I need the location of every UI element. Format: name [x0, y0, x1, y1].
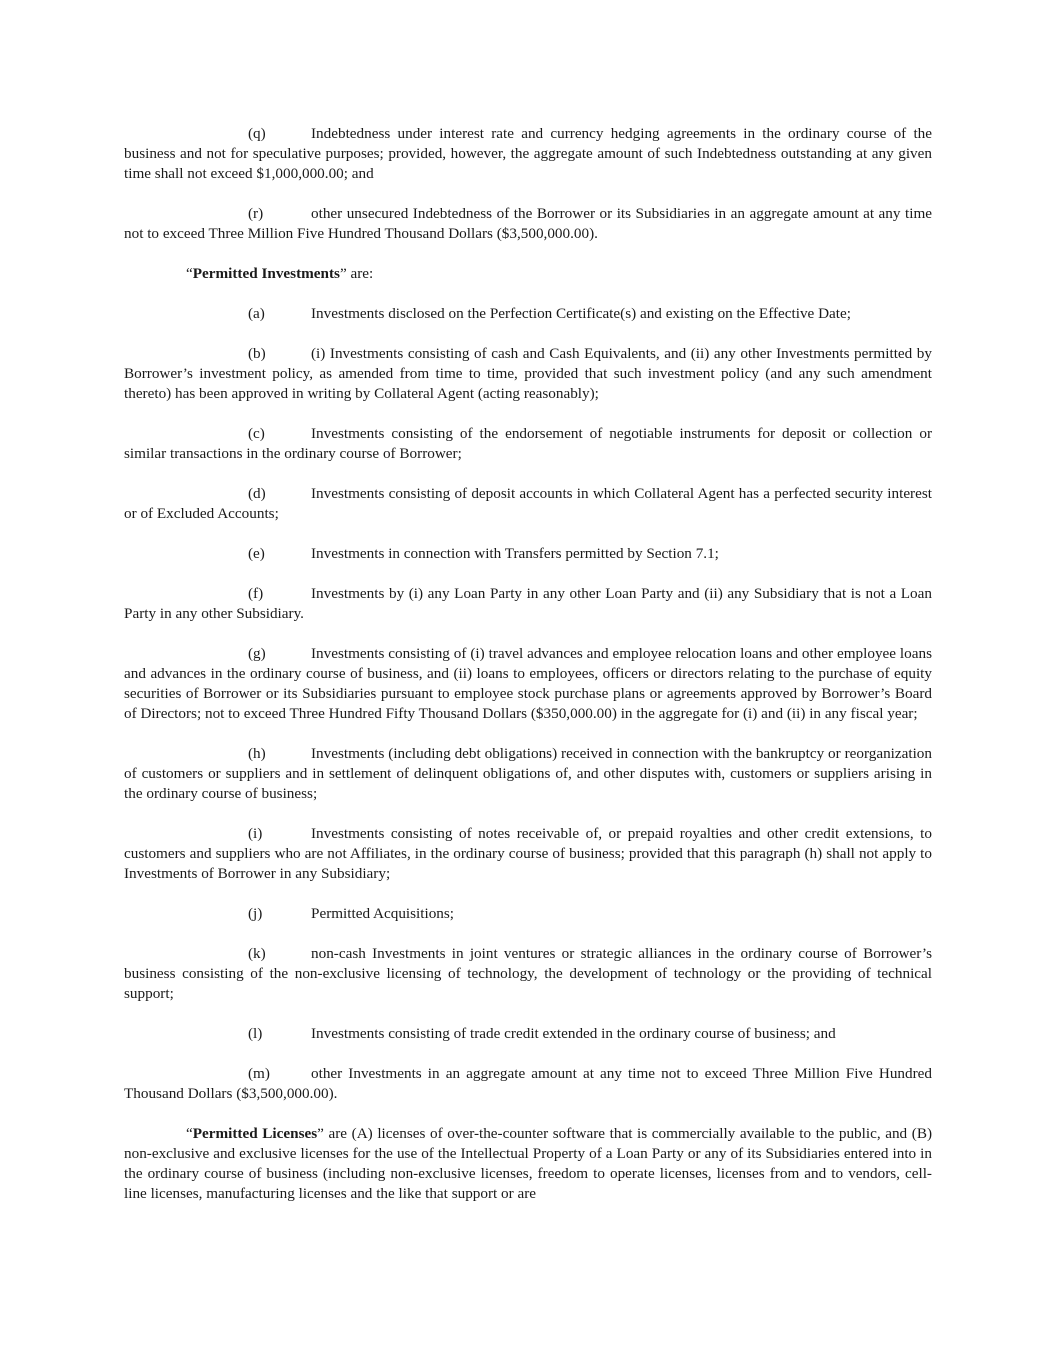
investment-item-g: [124, 644, 932, 724]
item-label: (j): [248, 905, 263, 922]
item-text: (i) Investments consisting of cash and Cash Equivalents, and (ii) any other Investments permitted by Borrower’s investment policy, as amended from time to time, provided that such investment policy (and any such amendment thereto) has been approved in writing by Collateral Agent (acting reasonably);: [124, 345, 932, 402]
item-label: (h): [248, 745, 266, 762]
item-text: Permitted Acquisitions;: [311, 905, 455, 922]
item-label: (q): [248, 125, 266, 142]
definition-text: ” are (A) licenses of over-the-counter software that is commercially available to the public, and (B) non-exclusive and exclusive licenses for the use of the Intellectual Property of a Loan Party or any of its Subsidiaries entered into in the ordinary course of business (including non-exclusive licenses, freedom to operate licenses, licenses from and to vendors, cell-line licenses, manufacturing licenses and the like that support or are: [124, 1125, 933, 1202]
investment-item-l: [124, 1024, 932, 1044]
item-text: Investments consisting of trade credit extended in the ordinary course of business; and: [311, 1025, 836, 1042]
permitted-licenses-definition: “Permitted Licenses” are (A) licenses of over-the-counter software that is commercially available to the public, and (B) non-exclusive and exclusive licenses for the use of the Intellectual Property of a Loan Party or any of its Subsidiaries entered into in the ordinary course of business (including non-exclusive licenses, freedom to operate licenses, licenses from and to vendors, cell-line licenses, manufacturing licenses and the like that support or are: [124, 1125, 933, 1202]
item-label: (m): [248, 1065, 270, 1082]
item-text: Investments consisting of the endorsement of negotiable instruments for deposit or collection or similar transactions in the ordinary course of Borrower;: [124, 425, 932, 462]
permitted-investments-heading: “Permitted Investments” are:: [186, 265, 374, 282]
item-text: Investments (including debt obligations) received in connection with the bankruptcy or reorganization of customers or suppliers and in settlement of delinquent obligations of, and other disputes with, customers or suppliers arising in the ordinary course of business;: [124, 745, 932, 802]
document-page: [124, 124, 932, 1224]
item-label: (e): [248, 545, 265, 562]
item-label: (c): [248, 425, 265, 442]
defined-term: Permitted Licenses: [192, 1125, 318, 1142]
item-label: (i): [248, 825, 263, 842]
investment-item-c: [124, 424, 932, 464]
item-text: other unsecured Indebtedness of the Borrower or its Subsidiaries in an aggregate amount at any time not to exceed Three Million Five Hundred Thousand Dollars ($3,500,000.00).: [124, 205, 932, 242]
investment-item-f: [124, 584, 932, 624]
item-text: Investments by (i) any Loan Party in any other Loan Party and (ii) any Subsidiary that is not a Loan Party in any other Subsidiary.: [124, 585, 932, 622]
item-label: (l): [248, 1025, 263, 1042]
indebtedness-item-r: [124, 204, 932, 244]
investment-item-b: [124, 344, 932, 404]
item-text: Indebtedness under interest rate and currency hedging agreements in the ordinary course of the business and not for speculative purposes; provided, however, the aggregate amount of such Indebtedness outstanding at any given time shall not exceed $1,000,000.00; and: [124, 125, 932, 182]
item-text: Investments consisting of notes receivable of, or prepaid royalties and other credit extensions, to customers and suppliers who are not Affiliates, in the ordinary course of business; provided that this paragraph (h) shall not apply to Investments of Borrower in any Subsidiary;: [124, 825, 932, 882]
item-text: Investments consisting of deposit accounts in which Collateral Agent has a perfected security interest or of Excluded Accounts;: [124, 485, 932, 522]
item-text: Investments disclosed on the Perfection Certificate(s) and existing on the Effective Date;: [311, 305, 851, 322]
item-label: (d): [248, 485, 266, 502]
investment-item-i: [124, 824, 932, 884]
investment-item-h: [124, 744, 932, 804]
indebtedness-item-q: [124, 124, 932, 184]
item-label: (k): [248, 945, 266, 962]
item-label: (b): [248, 345, 266, 362]
item-label: (f): [248, 585, 264, 602]
investment-item-e: [124, 544, 932, 564]
item-label: (g): [248, 645, 266, 662]
item-text: other Investments in an aggregate amount at any time not to exceed Three Million Five Hundred Thousand Dollars ($3,500,000.00).: [124, 1065, 932, 1102]
investment-item-j: [124, 904, 932, 924]
investment-item-m: [124, 1064, 932, 1104]
item-text: Investments consisting of (i) travel advances and employee relocation loans and other employee loans and advances in the ordinary course of business, and (ii) loans to employees, officers or directors relating to the purchase of equity securities of Borrower or its Subsidiaries pursuant to employee stock purchase plans or agreements approved by Borrower’s Board of Directors; not to exceed Three Hundred Fifty Thousand Dollars ($350,000.00) in the aggregate for (i) and (ii) in any fiscal year;: [124, 645, 932, 722]
investment-item-d: [124, 484, 932, 524]
defined-term: Permitted Investments: [192, 265, 340, 282]
item-label: (r): [248, 205, 264, 222]
item-text: non-cash Investments in joint ventures or strategic alliances in the ordinary course of Borrower’s business consisting of the non-exclusive licensing of technology, the development of technology or the providing of technical support;: [124, 945, 932, 1002]
item-text: Investments in connection with Transfers permitted by Section 7.1;: [311, 545, 719, 562]
investment-item-k: [124, 944, 932, 1004]
investment-item-a: [124, 304, 932, 324]
item-label: (a): [248, 305, 265, 322]
